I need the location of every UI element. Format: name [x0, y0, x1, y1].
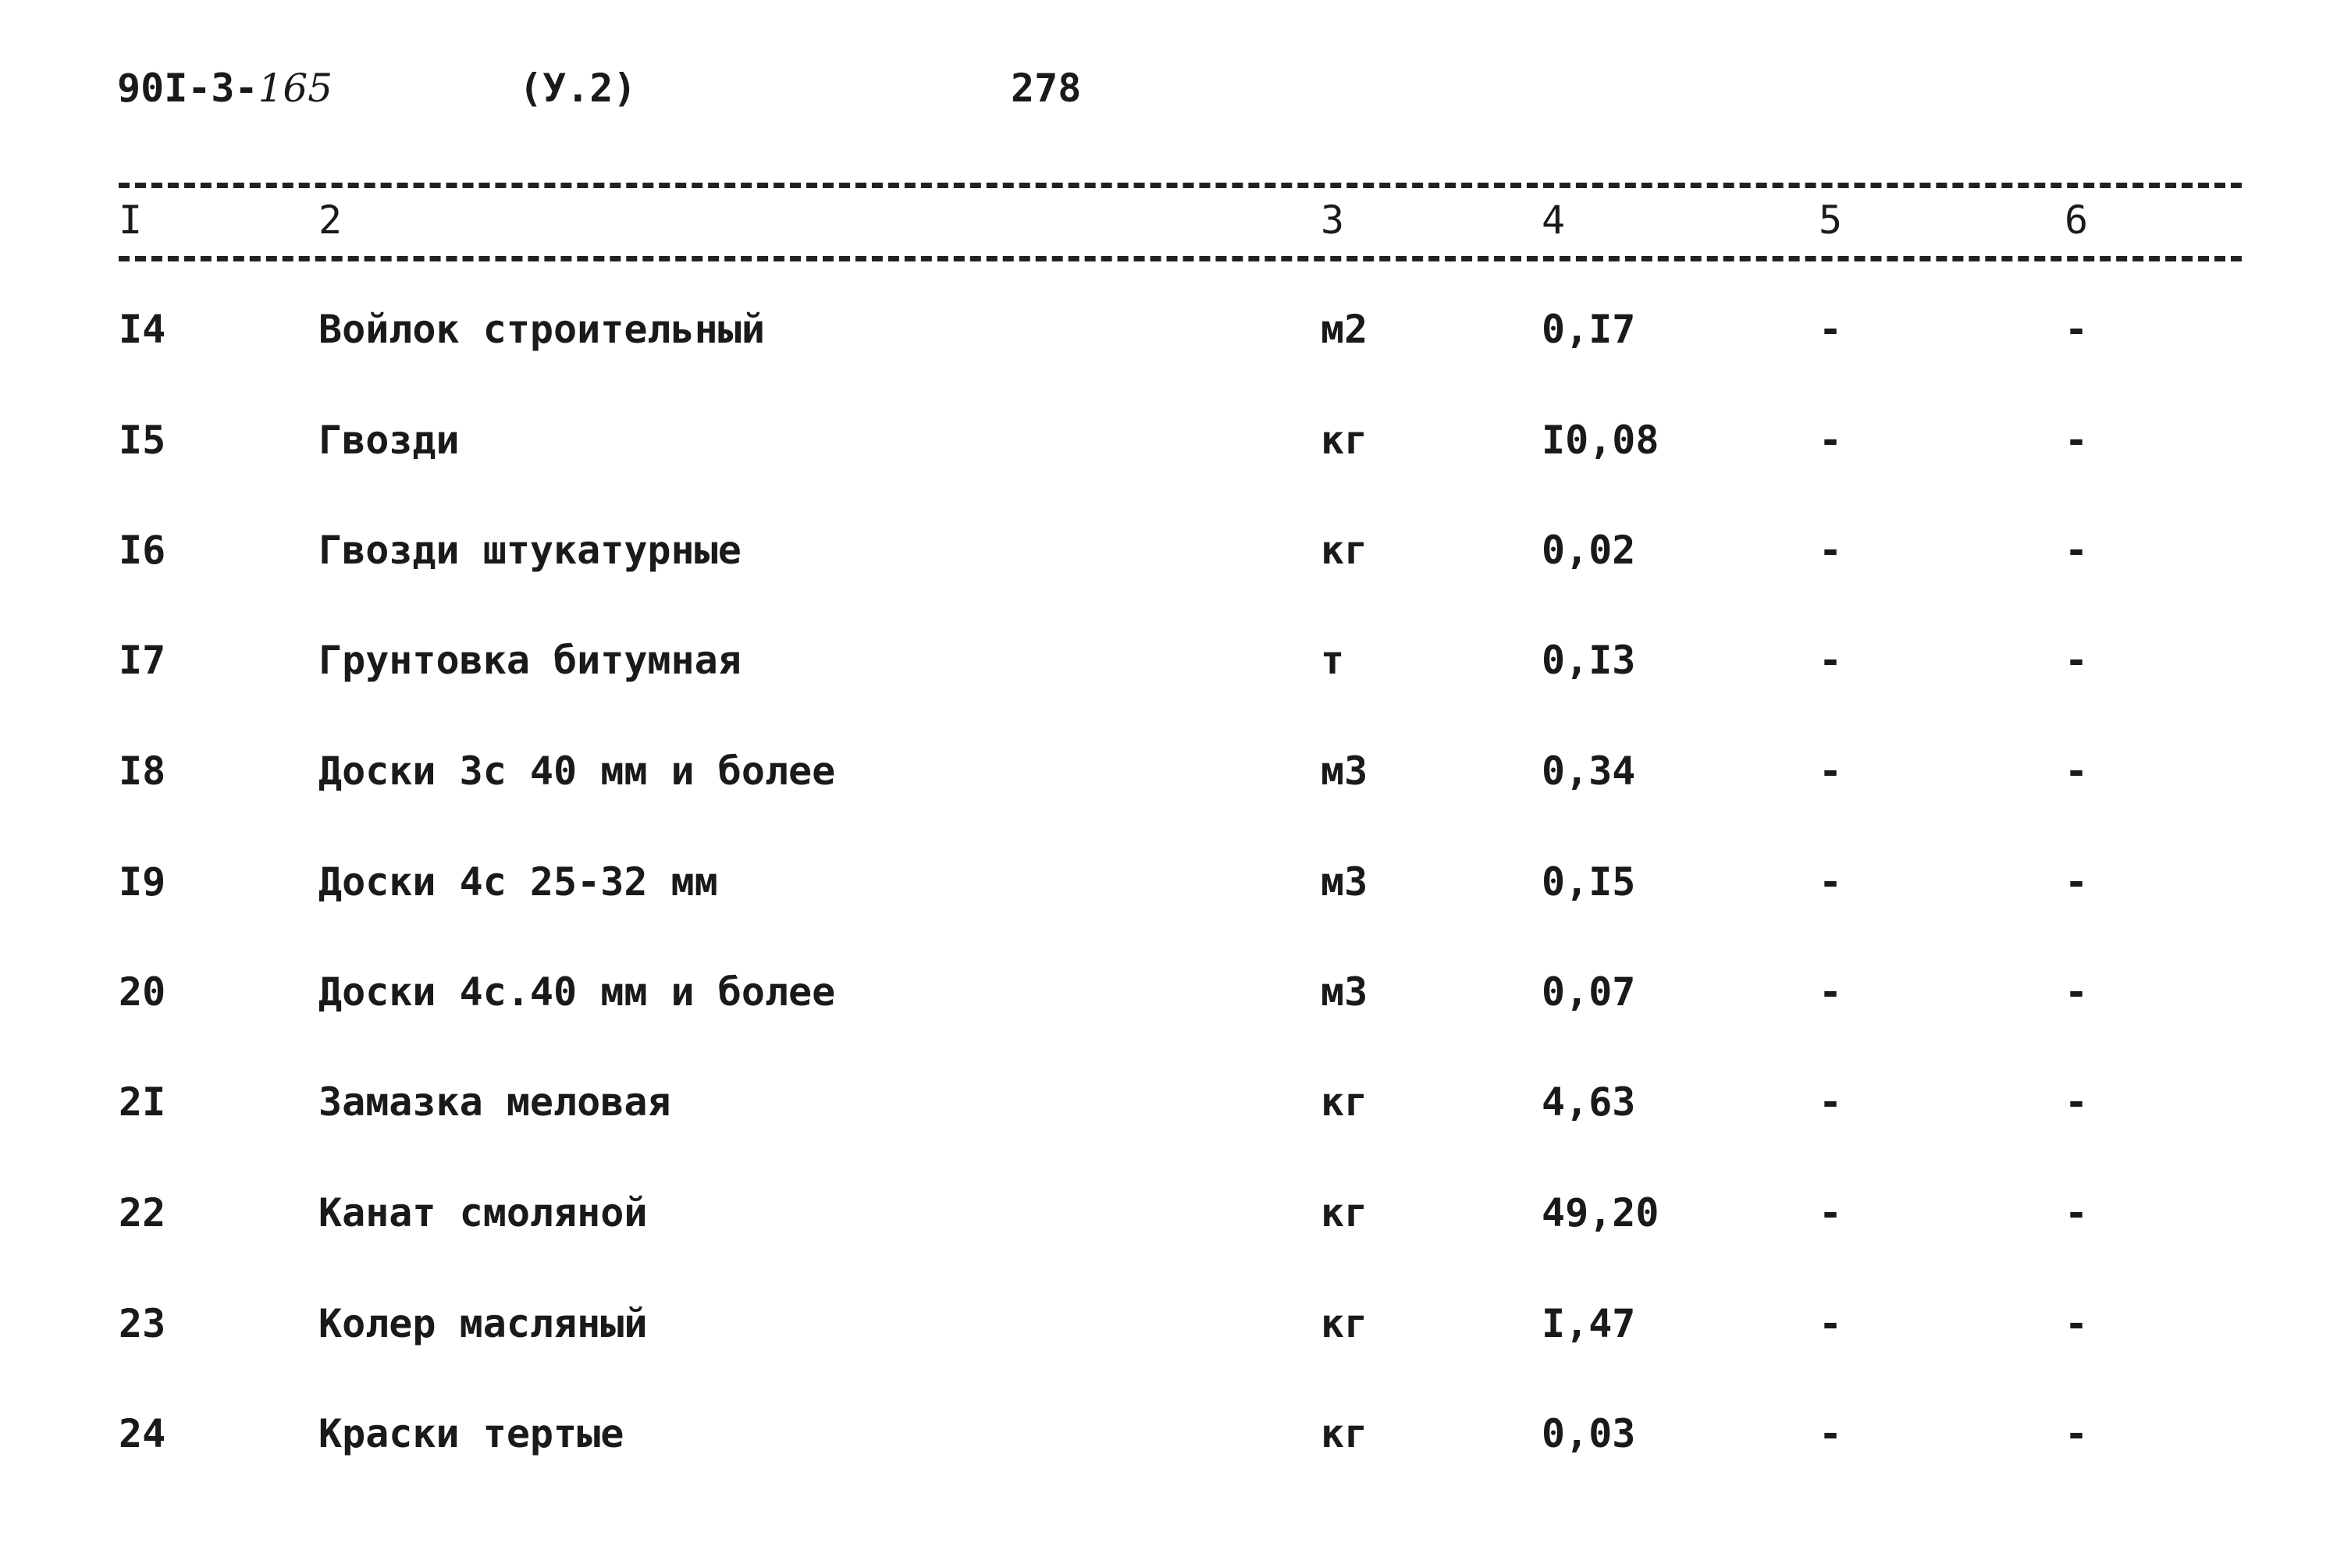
- material-name: Войлок строительный: [318, 307, 765, 352]
- row-number: I7: [119, 638, 166, 683]
- table-row: [0, 1403, 2351, 1465]
- section-label: (У.2): [519, 66, 637, 111]
- quantity: 0,I7: [1542, 307, 1636, 352]
- quantity: 0,03: [1542, 1411, 1636, 1456]
- unit: м2: [1321, 307, 1368, 352]
- material-name: Доски 3с 40 мм и более: [318, 748, 836, 794]
- material-name: Замазка меловая: [318, 1079, 671, 1125]
- quantity: 0,02: [1542, 528, 1636, 573]
- column-6-value: -: [2065, 418, 2089, 463]
- material-name: Гвозди: [318, 418, 460, 463]
- quantity: 0,I3: [1542, 638, 1636, 683]
- column-6-value: -: [2065, 307, 2089, 352]
- table-row: [0, 409, 2351, 471]
- quantity: 0,I5: [1542, 859, 1636, 905]
- column-header: 5: [1819, 197, 1843, 243]
- row-number: I9: [119, 859, 166, 905]
- material-name: Грунтовка битумная: [318, 638, 742, 683]
- row-number: 20: [119, 969, 166, 1015]
- row-number: I5: [119, 418, 166, 463]
- column-header: 6: [2065, 197, 2089, 243]
- table-row: [0, 961, 2351, 1023]
- column-5-value: -: [1819, 859, 1843, 905]
- column-5-value: -: [1819, 748, 1843, 794]
- row-number: 22: [119, 1190, 166, 1236]
- unit: кг: [1321, 1079, 1368, 1125]
- material-name: Краски тертые: [318, 1411, 624, 1456]
- unit: т: [1321, 638, 1345, 683]
- table-row: [0, 740, 2351, 802]
- table-row: [0, 1182, 2351, 1244]
- unit: кг: [1321, 1301, 1368, 1346]
- column-5-value: -: [1819, 307, 1843, 352]
- unit: м3: [1321, 748, 1368, 794]
- table-row: [0, 519, 2351, 581]
- table-row: [0, 851, 2351, 913]
- row-number: 23: [119, 1301, 166, 1346]
- column-6-value: -: [2065, 528, 2089, 573]
- table-row: [0, 629, 2351, 692]
- material-name: Канат смоляной: [318, 1190, 648, 1236]
- column-5-value: -: [1819, 1190, 1843, 1236]
- column-header: 3: [1321, 197, 1345, 243]
- quantity: I,47: [1542, 1301, 1636, 1346]
- quantity: I0,08: [1542, 418, 1659, 463]
- column-header: 4: [1542, 197, 1566, 243]
- column-5-value: -: [1819, 1411, 1843, 1456]
- table-row: [0, 298, 2351, 361]
- table-header-rule: [119, 256, 2242, 261]
- column-6-value: -: [2065, 1079, 2089, 1125]
- column-5-value: -: [1819, 418, 1843, 463]
- material-name: Доски 4с 25-32 мм: [318, 859, 718, 905]
- quantity: 49,20: [1542, 1190, 1659, 1236]
- table-header-row: [0, 189, 2351, 251]
- unit: м3: [1321, 969, 1368, 1015]
- row-number: I6: [119, 528, 166, 573]
- column-6-value: -: [2065, 748, 2089, 794]
- row-number: 2I: [119, 1079, 166, 1125]
- unit: кг: [1321, 418, 1368, 463]
- column-header: I: [119, 197, 143, 243]
- quantity: 4,63: [1542, 1079, 1636, 1125]
- column-5-value: -: [1819, 1301, 1843, 1346]
- material-name: Доски 4с.40 мм и более: [318, 969, 836, 1015]
- column-6-value: -: [2065, 969, 2089, 1015]
- unit: кг: [1321, 528, 1368, 573]
- table-row: [0, 1292, 2351, 1355]
- unit: кг: [1321, 1190, 1368, 1236]
- column-6-value: -: [2065, 1411, 2089, 1456]
- column-5-value: -: [1819, 528, 1843, 573]
- quantity: 0,34: [1542, 748, 1636, 794]
- column-6-value: -: [2065, 638, 2089, 683]
- column-6-value: -: [2065, 859, 2089, 905]
- row-number: 24: [119, 1411, 166, 1456]
- row-number: I8: [119, 748, 166, 794]
- document-code-handwritten: 165: [258, 66, 333, 111]
- document-code: [117, 61, 333, 116]
- column-5-value: -: [1819, 638, 1843, 683]
- column-6-value: -: [2065, 1190, 2089, 1236]
- table-row: [0, 1071, 2351, 1133]
- column-5-value: -: [1819, 969, 1843, 1015]
- table-top-rule: [119, 183, 2242, 188]
- column-5-value: -: [1819, 1079, 1843, 1125]
- material-name: Гвозди штукатурные: [318, 528, 742, 573]
- page-number: 278: [1011, 66, 1082, 111]
- unit: кг: [1321, 1411, 1368, 1456]
- unit: м3: [1321, 859, 1368, 905]
- column-6-value: -: [2065, 1301, 2089, 1346]
- quantity: 0,07: [1542, 969, 1636, 1015]
- column-header: 2: [318, 197, 343, 243]
- document-code-prefix: 90I-3-: [117, 66, 258, 111]
- material-name: Колер масляный: [318, 1301, 648, 1346]
- row-number: I4: [119, 307, 166, 352]
